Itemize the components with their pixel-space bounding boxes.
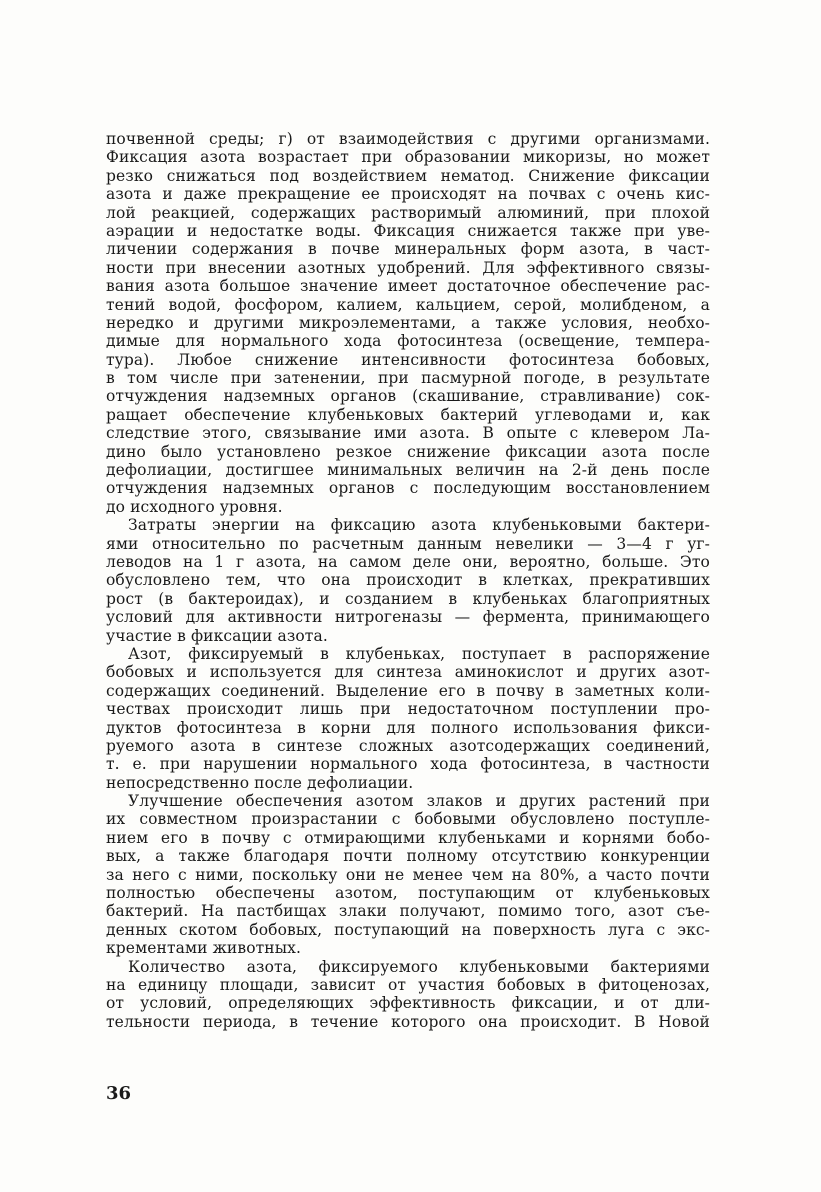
text-line: нередко и другими микроэлементами, а также условия, необхо- <box>106 313 710 332</box>
text-line: их совместном произрастании с бобовыми обусловлено поступле- <box>106 810 710 829</box>
text-line: вания азота большое значение имеет достаточное обеспечение рас- <box>106 277 710 296</box>
paragraph <box>106 130 710 516</box>
text-line: ности при внесении азотных удобрений. Для эффективного связы- <box>106 258 710 277</box>
text-line: до исходного уровня. <box>106 497 283 516</box>
text-line: руемого азота в синтезе сложных азотсодержащих соединений, <box>106 736 710 755</box>
text-line: денных скотом бобовых, поступающий на поверхность луга с экс- <box>106 920 710 939</box>
text-line: чествах происходит лишь при недостаточном поступлении про- <box>106 700 710 719</box>
text-line: полностью обеспечены азотом, поступающим от клубеньковых <box>106 884 710 903</box>
text-line: тура). Любое снижение интенсивности фотосинтеза бобовых, <box>106 350 710 369</box>
text-line: Азот, фиксируемый в клубеньках, поступает в распоряжение <box>128 644 710 663</box>
text-line: крементами животных. <box>106 939 302 958</box>
text-line: нием его в почву с отмирающими клубеньками и корнями бобо- <box>106 828 710 847</box>
body-text <box>106 130 710 1031</box>
text-line: дино было установлено резкое снижение фиксации азота после <box>106 442 710 461</box>
paragraph <box>106 792 710 958</box>
text-line: азота и даже прекращение ее происходят на почвах с очень кис- <box>106 185 710 204</box>
text-line: Фиксация азота возрастает при образовании микоризы, но может <box>106 148 710 167</box>
text-line: условий для активности нитрогеназы — фермента, принимающего <box>106 608 710 627</box>
paragraph <box>106 516 710 645</box>
text-line: тельности периода, в течение которого она происходит. В Новой <box>106 1012 710 1031</box>
page-number: 36 <box>106 1083 132 1104</box>
text-line: отчуждения надземных органов с последующим восстановлением <box>106 479 710 498</box>
text-line: личении содержания в почве минеральных форм азота, в част- <box>106 240 710 259</box>
text-line: от условий, определяющих эффективность фиксации, и от дли- <box>106 994 710 1013</box>
text-line: бобовых и используется для синтеза аминокислот и других азот- <box>106 663 710 682</box>
text-line: димые для нормального хода фотосинтеза (освещение, темпера- <box>106 332 710 351</box>
text-line: Количество азота, фиксируемого клубеньковыми бактериями <box>128 957 710 976</box>
text-line: Улучшение обеспечения азотом злаков и других растений при <box>128 792 710 811</box>
text-line: дуктов фотосинтеза в корни для полного использования фикси- <box>106 718 710 737</box>
text-line: леводов на 1 г азота, на самом деле они, вероятно, больше. Это <box>106 552 710 571</box>
text-line: резко снижаться под воздействием нематод. Снижение фиксации <box>106 166 710 185</box>
text-line: дефолиации, достигшее минимальных величин на 2-й день после <box>106 461 710 480</box>
text-line: на единицу площади, зависит от участия бобовых в фитоценозах, <box>106 975 710 994</box>
text-line: ращает обеспечение клубеньковых бактерий углеводами и, как <box>106 405 710 424</box>
text-line: в том числе при затенении, при пасмурной погоде, в результате <box>106 369 710 388</box>
text-line: рост (в бактероидах), и созданием в клубеньках благоприятных <box>106 589 710 608</box>
text-line: Затраты энергии на фиксацию азота клубеньковыми бактери- <box>128 516 710 535</box>
text-line: отчуждения надземных органов (скашивание, стравливание) сок- <box>106 387 710 406</box>
text-line: содержащих соединений. Выделение его в почву в заметных коли- <box>106 681 710 700</box>
text-line: ями относительно по расчетным данным невелики — 3—4 г уг- <box>106 534 710 553</box>
text-line: следствие этого, связывание ими азота. В опыте с клевером Ла- <box>106 424 710 443</box>
text-line: участие в фиксации азота. <box>106 626 328 645</box>
text-line: аэрации и недостатке воды. Фиксация снижается также при уве- <box>106 221 710 240</box>
text-line: лой реакцией, содержащих растворимый алюминий, при плохой <box>106 203 710 222</box>
text-line: обусловлено тем, что она происходит в клетках, прекративших <box>106 571 710 590</box>
text-line: вых, а также благодаря почти полному отсутствию конкуренции <box>106 847 710 866</box>
paragraph <box>106 645 710 792</box>
paragraph <box>106 958 710 1032</box>
text-line: бактерий. На пастбищах злаки получают, помимо того, азот съе- <box>106 902 710 921</box>
text-line: тений водой, фосфором, калием, кальцием, серой, молибденом, а <box>106 295 710 314</box>
text-line: непосредственно после дефолиации. <box>106 773 414 792</box>
text-line: за него с ними, поскольку они не менее чем на 80%, а часто почти <box>106 865 710 884</box>
text-line: почвенной среды; г) от взаимодействия с другими организмами. <box>106 130 710 148</box>
text-line: т. е. при нарушении нормального хода фотосинтеза, в частности <box>106 755 710 774</box>
